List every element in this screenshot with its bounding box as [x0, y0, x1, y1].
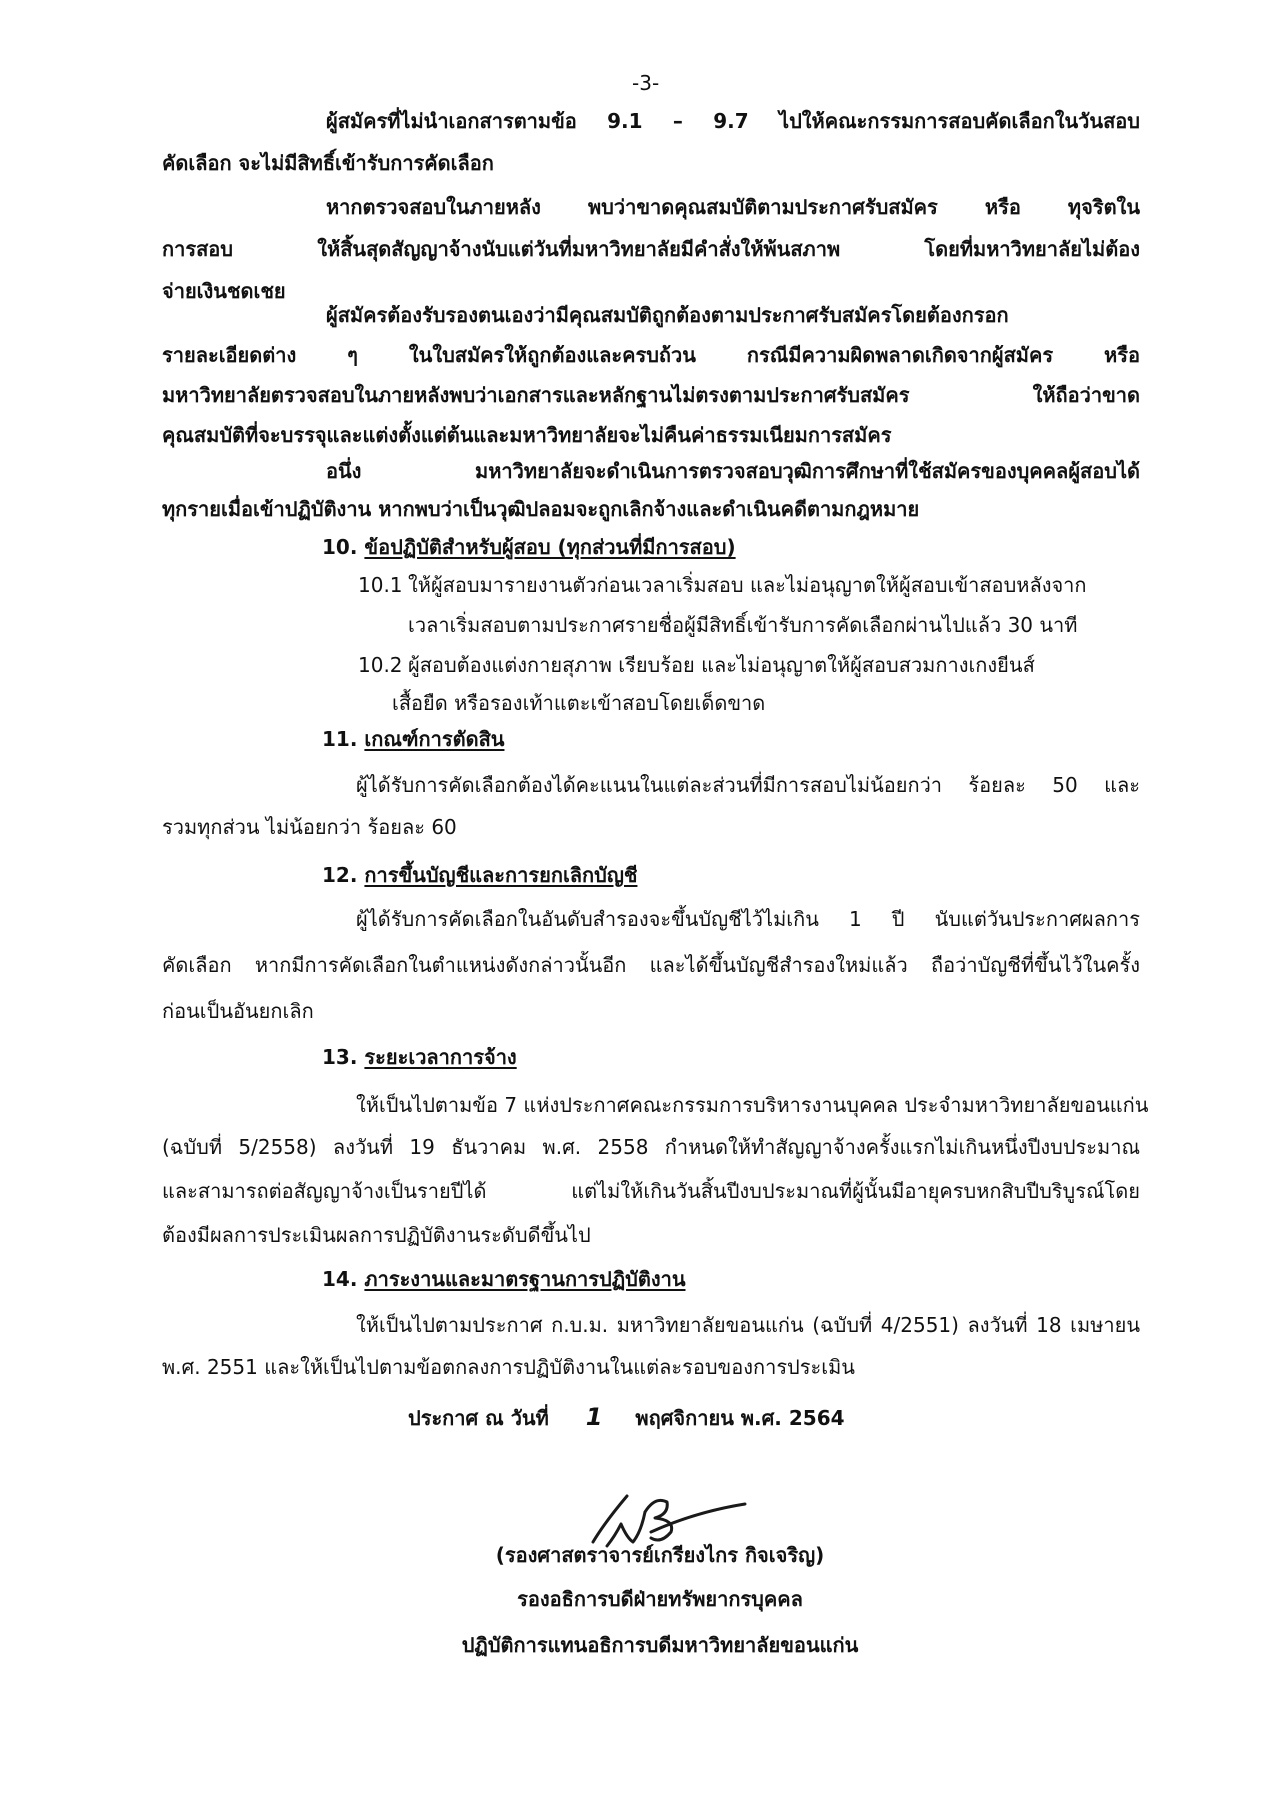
signatory-position: รองอธิการบดีฝ่ายทรัพยากรบุคคล [517, 1587, 803, 1611]
paragraph-line: ผู้ได้รับการคัดเลือกในอันดับสำรองจะขึ้นบัญชีไว้ไม่เกิน 1 ปี นับแต่วันประกาศผลการ [356, 907, 1140, 931]
paragraph-line: ผู้สมัครที่ไม่นำเอกสารตามข้อ 9.1 – 9.7 ไปให้คณะกรรมการสอบคัดเลือกในวันสอบ [326, 109, 1140, 133]
list-item-line: เสื้อยืด หรือรองเท้าแตะเข้าสอบโดยเด็ดขาด [392, 691, 766, 715]
announcement-month-year: พฤศจิกายน พ.ศ. 2564 [635, 1406, 845, 1430]
list-item-label: 10.1 [358, 573, 403, 597]
paragraph-line: (ฉบับที่ 5/2558) ลงวันที่ 19 ธันวาคม พ.ศ. 2558 กำหนดให้ทำสัญญาจ้างครั้งแรกไม่เกินหนึ่งปีงบประมาณ [162, 1135, 1140, 1159]
paragraph-line: คัดเลือก หากมีการคัดเลือกในตำแหน่งดังกล่าวนั้นอีก และได้ขึ้นบัญชีสำรองใหม่แล้ว ถือว่าบัญชีที่ขึ้นไว้ในครั้ง [162, 953, 1140, 977]
paragraph-line: รวมทุกส่วน ไม่น้อยกว่า ร้อยละ 60 [162, 815, 457, 839]
section-title: เกณฑ์การตัดสิน [364, 727, 505, 751]
announcement-date [408, 1402, 845, 1433]
list-item-line: ผู้สอบต้องแต่งกายสุภาพ เรียบร้อย และไม่อนุญาตให้ผู้สอบสวมกางเกงยีนส์ [408, 653, 1035, 677]
signature-stroke [593, 1496, 627, 1542]
list-item-line: เวลาเริ่มสอบตามประกาศรายชื่อผู้มีสิทธิ์เข้ารับการคัดเลือกผ่านไปแล้ว 30 นาที [408, 613, 1078, 637]
paragraph-line: ให้เป็นไปตามข้อ 7 แห่งประกาศคณะกรรมการบริหารงานบุคคล ประจำมหาวิทยาลัยขอนแก่น [356, 1093, 1149, 1117]
signatory-name: (รองศาสตราจารย์เกรียงไกร กิจเจริญ) [495, 1543, 825, 1567]
paragraph-line: คัดเลือก จะไม่มีสิทธิ์เข้ารับการคัดเลือก [162, 151, 494, 175]
announcement-prefix: ประกาศ ณ วันที่ [408, 1406, 549, 1430]
section-12-heading [322, 860, 637, 890]
section-number: 14. [322, 1267, 358, 1291]
section-11-heading [322, 724, 504, 754]
section-10-heading [322, 532, 736, 562]
paragraph-line: และสามารถต่อสัญญาจ้างเป็นรายปีได้ แต่ไม่ให้เกินวันสิ้นปีงบประมาณที่ผู้นั้นมีอายุครบหกสิบปีบริบูรณ์โดย [162, 1179, 1140, 1203]
paragraph-line: ให้เป็นไปตามประกาศ ก.บ.ม. มหาวิทยาลัยขอนแก่น (ฉบับที่ 4/2551) ลงวันที่ 18 เมษายน [356, 1313, 1140, 1337]
paragraph-line: ก่อนเป็นอันยกเลิก [162, 999, 314, 1023]
paragraph-line: ต้องมีผลการประเมินผลการปฏิบัติงานระดับดีขึ้นไป [162, 1223, 591, 1247]
section-14-heading [322, 1264, 686, 1294]
paragraph-line: ทุกรายเมื่อเข้าปฏิบัติงาน หากพบว่าเป็นวุฒิปลอมจะถูกเลิกจ้างและดำเนินคดีตามกฎหมาย [162, 497, 920, 521]
signature-stroke [651, 1504, 745, 1532]
paragraph-line: มหาวิทยาลัยตรวจสอบในภายหลังพบว่าเอกสารและหลักฐานไม่ตรงตามประกาศรับสมัคร ให้ถือว่าขาด [162, 383, 1140, 407]
list-item-line: ให้ผู้สอบมารายงานตัวก่อนเวลาเริ่มสอบ และไม่อนุญาตให้ผู้สอบเข้าสอบหลังจาก [408, 573, 1087, 597]
paragraph-line: หากตรวจสอบในภายหลัง พบว่าขาดคุณสมบัติตามประกาศรับสมัคร หรือ ทุจริตใน [326, 195, 1140, 219]
paragraph-line: ผู้ได้รับการคัดเลือกต้องได้คะแนนในแต่ละส่วนที่มีการสอบไม่น้อยกว่า ร้อยละ 50 และ [356, 773, 1140, 797]
section-title: ระยะเวลาการจ้าง [364, 1045, 517, 1069]
signatory-acting: ปฏิบัติการแทนอธิการบดีมหาวิทยาลัยขอนแก่น [461, 1633, 859, 1657]
paragraph-line: จ่ายเงินชดเชย [162, 279, 286, 303]
section-number: 10. [322, 535, 358, 559]
paragraph-line: อนึ่ง มหาวิทยาลัยจะดำเนินการตรวจสอบวุฒิการศึกษาที่ใช้สมัครของบุคคลผู้สอบได้ [326, 459, 1140, 483]
paragraph-line: คุณสมบัติที่จะบรรจุและแต่งตั้งแต่ต้นและมหาวิทยาลัยจะไม่คืนค่าธรรมเนียมการสมัคร [162, 423, 892, 447]
list-item-label: 10.2 [358, 653, 403, 677]
section-number: 11. [322, 727, 358, 751]
section-title: ภาระงานและมาตรฐานการปฏิบัติงาน [364, 1267, 686, 1291]
section-title: ข้อปฏิบัติสำหรับผู้สอบ (ทุกส่วนที่มีการสอบ) [364, 535, 736, 559]
signature-stroke [645, 1500, 672, 1540]
section-number: 13. [322, 1045, 358, 1069]
page-number: -3- [632, 71, 660, 95]
section-number: 12. [322, 863, 358, 887]
paragraph-line: ผู้สมัครต้องรับรองตนเองว่ามีคุณสมบัติถูกต้องตามประกาศรับสมัครโดยต้องกรอก [326, 303, 1009, 327]
section-13-heading [322, 1042, 517, 1072]
paragraph-line: พ.ศ. 2551 และให้เป็นไปตามข้อตกลงการปฏิบัติงานในแต่ละรอบของการประเมิน [162, 1355, 855, 1379]
paragraph-line: รายละเอียดต่าง ๆ ในใบสมัครให้ถูกต้องและครบถ้วน กรณีมีความผิดพลาดเกิดจากผู้สมัคร หรือ [162, 343, 1140, 367]
announcement-day: 1 [585, 1403, 603, 1431]
section-title: การขึ้นบัญชีและการยกเลิกบัญชี [364, 863, 638, 887]
paragraph-line: การสอบ ให้สิ้นสุดสัญญาจ้างนับแต่วันที่มหาวิทยาลัยมีคำสั่งให้พ้นสภาพ โดยที่มหาวิทยาลัยไม่ต้อง [162, 237, 1140, 261]
